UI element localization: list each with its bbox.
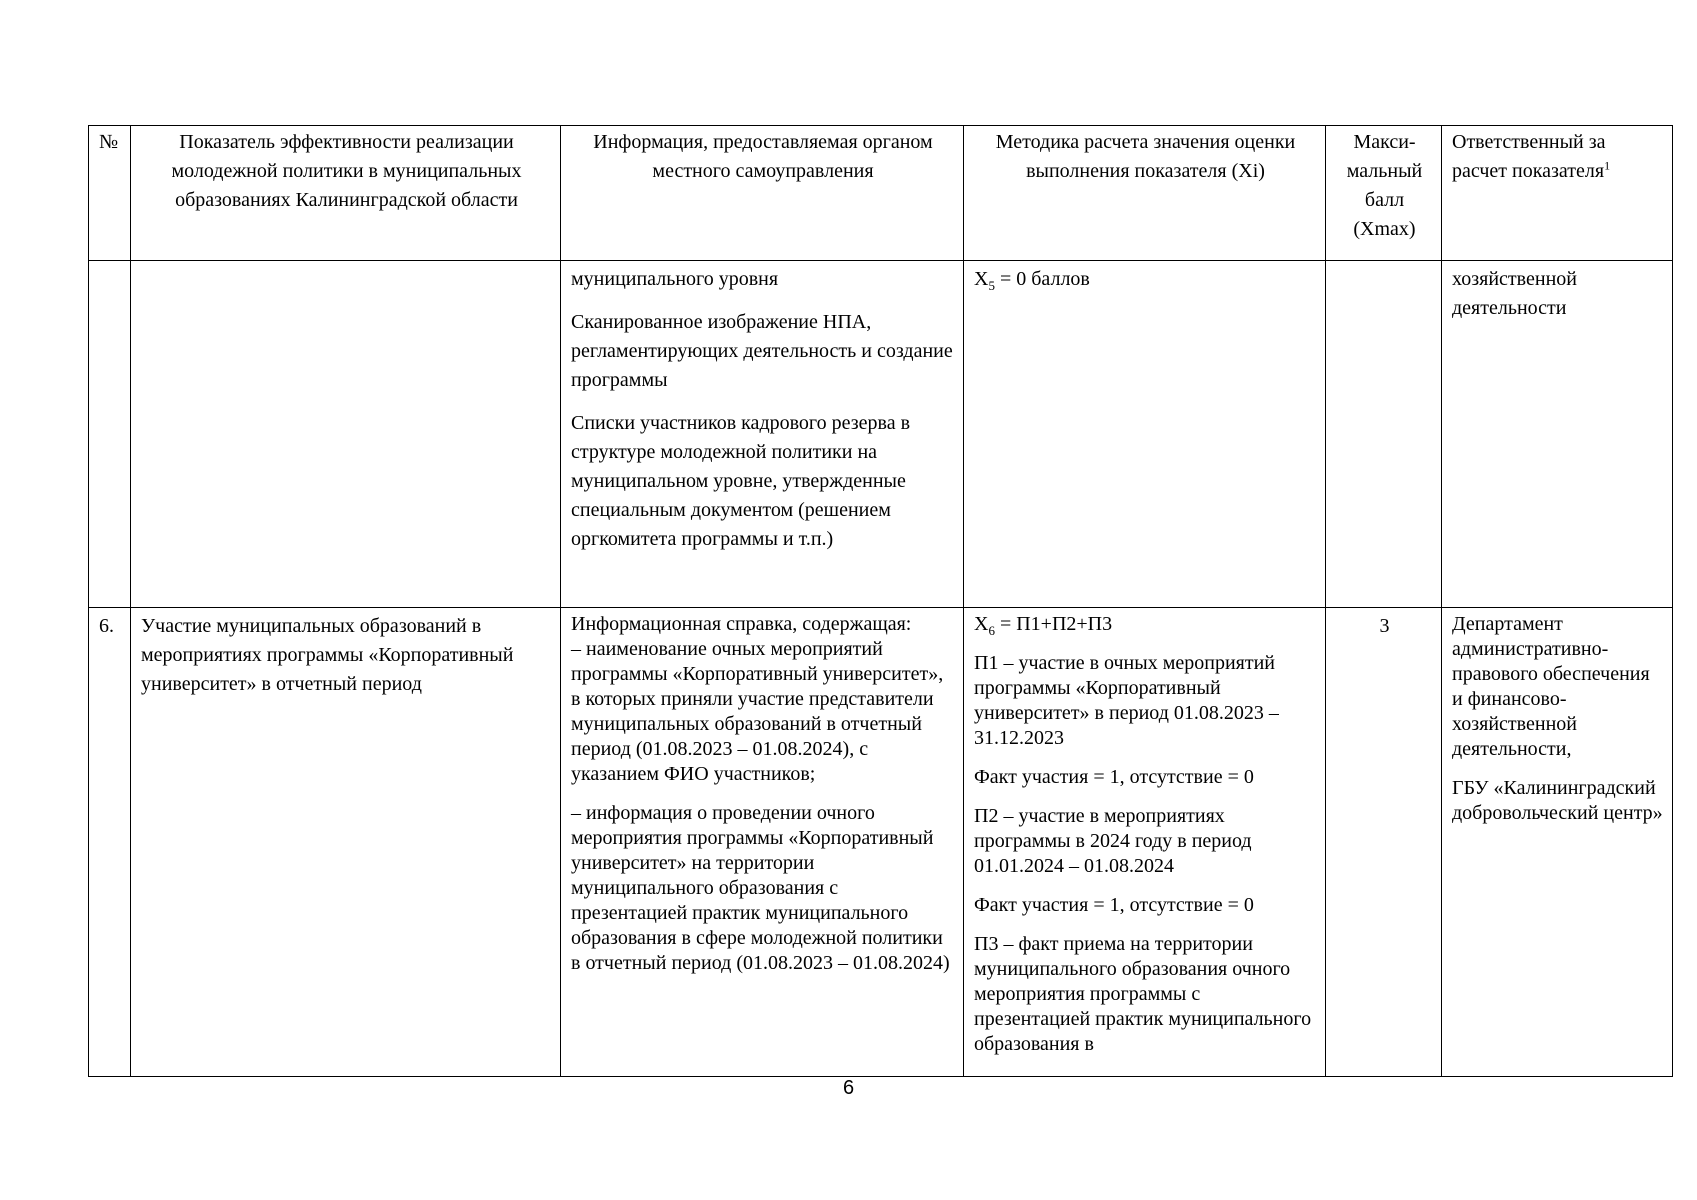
formula-var: X [974, 268, 989, 290]
row6-method-cell [964, 608, 1326, 1077]
table-row-continued [89, 261, 1673, 608]
formula-value: = П1+П2+П3 [994, 613, 1113, 635]
table-row-6 [89, 608, 1673, 1077]
header-method: Методика расчета значения оценки выполнения показателя (Xi) [964, 126, 1326, 261]
formula-value: = 0 баллов [994, 268, 1090, 290]
cont-responsible-cell [1442, 261, 1673, 608]
cont-method-cell [964, 261, 1326, 608]
cont-info-3: Списки участников кадрового резерва в структуре молодежной политики на муниципальном уровне, утвержденные специальным документом (решением оргкомитета программы и т.п.) [571, 412, 911, 550]
row6-info-3: – информация о проведении очного мероприятия программы «Корпоративный университет» на территории муниципального образования с презентацией практик муниципального образования в сфере молодежной политики в отчетный период (01.08.2023 – 01.08.2024) [571, 802, 950, 974]
row6-method-fact2: Факт участия = 1, отсутствие = 0 [974, 894, 1254, 916]
row6-responsible-2: ГБУ «Калининградский добровольческий центр» [1452, 777, 1663, 824]
row6-responsible-1: Департамент административно-правового обеспечения и финансово-хозяйственной деятельности, [1452, 613, 1650, 760]
header-info: Информация, предоставляемая органом местного самоуправления [561, 126, 964, 261]
formula-var: X [974, 613, 989, 635]
row6-indicator: Участие муниципальных образований в мероприятиях программы «Корпоративный университет» в отчетный период [131, 608, 561, 1077]
header-max-score: Макси-мальный балл (Xmax) [1326, 126, 1442, 261]
row6-method-p1: П1 – участие в очных мероприятий программы «Корпоративный университет» в период 01.08.2023 – 31.12.2023 [974, 652, 1279, 749]
row6-number: 6. [89, 608, 131, 1077]
indicator-table [88, 125, 1673, 1077]
row6-info-1: Информационная справка, содержащая: [571, 613, 912, 635]
row6-method-fact1: Факт участия = 1, отсутствие = 0 [974, 766, 1254, 788]
cont-indicator-cell [131, 261, 561, 608]
table-header-row [89, 126, 1673, 261]
formula-sub: 6 [988, 623, 995, 638]
row6-info-2: – наименование очных мероприятий программы «Корпоративный университет», в которых приняли участие представители муниципальных образований в отчетный период (01.08.2023 – 01.08.2024), с указанием ФИО участников; [571, 638, 944, 785]
row6-max-score: 3 [1326, 608, 1442, 1077]
row6-method-p2: П2 – участие в мероприятиях программы в 2024 году в период 01.01.2024 – 01.08.2024 [974, 805, 1252, 877]
header-number: № [89, 126, 131, 261]
row6-info-cell [561, 608, 964, 1077]
header-responsible [1442, 126, 1673, 261]
footnote-marker: 1 [1604, 158, 1611, 173]
header-responsible-text: Ответственный за расчет показателя [1452, 131, 1606, 182]
row6-responsible-cell [1442, 608, 1673, 1077]
row6-method-p3: П3 – факт приема на территории муниципального образования очного мероприятия программы с презентацией практик муниципального образования в [974, 933, 1312, 1055]
cont-number-cell [89, 261, 131, 608]
header-indicator: Показатель эффективности реализации молодежной политики в муниципальных образованиях Калининградской области [131, 126, 561, 261]
cont-info-cell [561, 261, 964, 608]
formula-sub: 5 [988, 278, 995, 293]
cont-info-2: Сканированное изображение НПА, регламентирующих деятельность и создание программы [571, 311, 953, 391]
page-number: 6 [842, 1077, 855, 1099]
cont-method-formula [974, 265, 1317, 294]
cont-max-cell [1326, 261, 1442, 608]
cont-responsible: хозяйственной деятельности [1452, 268, 1577, 319]
row6-method-formula [974, 612, 1317, 637]
cont-info-1: муниципального уровня [571, 268, 779, 290]
